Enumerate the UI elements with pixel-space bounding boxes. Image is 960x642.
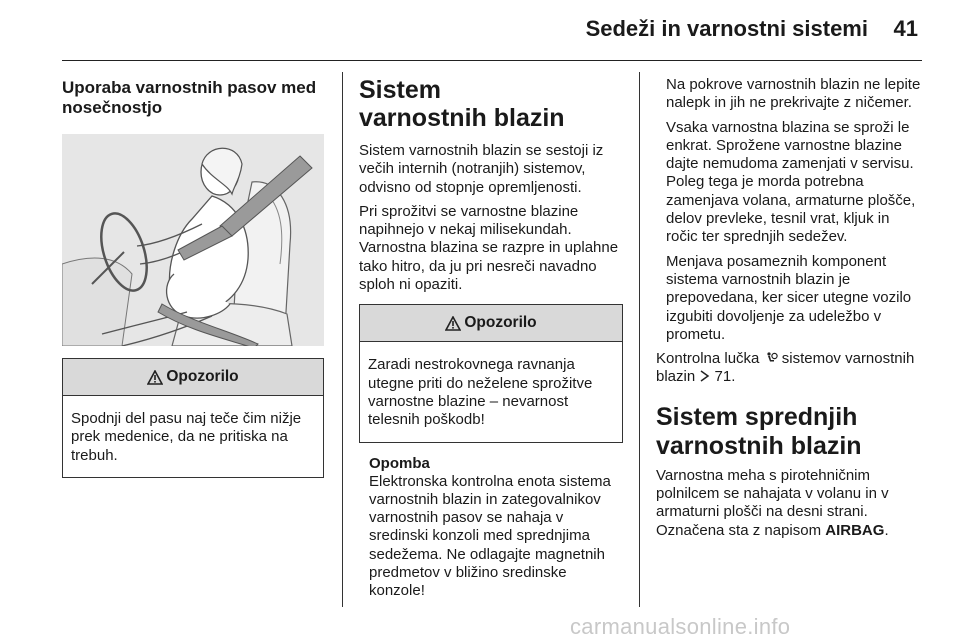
section-heading-front-airbag: Sistem sprednjih varnostnih blazin [656,402,862,460]
warning-box-pregnancy [62,358,324,478]
note-text: Elektronska kontrolna enota sistema varnostnih blazin in zategovalnikov varnostnih pasov se nahaja v sredinski konzoli med sprednjima sedežema. Ne odlagajte magnetnih predmetov v bližino sredinske konzole! [369,472,611,600]
header-rule [62,60,922,61]
section-heading-pregnancy: Uporaba varnostnih pasov med nosečnostjo [62,78,317,117]
paragraph: Pri sprožitvi se varnostne blazine napihnejo v nekaj milisekundah. Varnostna blazina se razpre in uplahne tako hitro, da ju pri nesreči navadno sploh ni opaziti. [359,202,619,294]
page-header [0,0,960,58]
warning-header [63,359,323,396]
warning-title: Opozorilo [166,368,239,385]
pregnant-woman-seatbelt-illustration [62,134,324,346]
airbag-warning-icon [764,351,778,365]
warning-continuation [656,76,922,344]
page-reference-arrow-icon [699,370,710,382]
page-reference[interactable]: 71. [714,368,736,386]
column-divider-1 [342,72,343,607]
watermark: carmanualsonline.info [570,614,791,639]
left-column [62,78,324,478]
front-airbag-text: Varnostna meha s pirotehničnim polnilcem se nahajata v volanu in v armaturni plošči na desni strani. Označena sta z napisom [656,466,889,539]
warning-text: Zaradi nestrokovnega ravnanja utegne priti do neželene sprožitve varnostne blazine – nevarnost telesnih poškodb! [368,356,593,429]
paragraph: Vsaka varnostna blazina se sproži le enkrat. Sprožene varnostne blazine dajte nemudoma zamenjati v servisu. Poleg tega je morda potrebna zamenjava volana, armaturne plošče, delov prevleke, tesnil vrat, kljuk in ročic ter sprednjih sedežev. [666,118,916,246]
paragraph: Na pokrove varnostnih blazin ne lepite nalepk in jih ne prekrivajte z ničemer. [666,76,921,112]
paragraph: Menjava posameznih komponent sistema varnostnih blazin je prepovedana, ker sicer utegne vozilo izgubiti dovoljenje za udeležbo v prometu. [666,252,912,343]
warning-triangle-icon [147,370,163,385]
paragraph-end: . [884,521,889,539]
note-title: Opomba [369,454,430,472]
warning-text: Spodnji del pasu naj teče čim nižje prek medenice, da ne pritiska na trebuh. [71,410,302,464]
illustration-drawing [62,134,324,346]
note-box [359,455,623,601]
control-light-paragraph [656,350,922,387]
warning-box-airbag [359,304,623,442]
page-number: 41 [893,16,918,41]
paragraph: Sistem varnostnih blazin se sestoji iz večih internih (notranjih) sistemov, odvisno od stopnje opremljenosti. [359,142,604,196]
middle-column [359,76,623,601]
warning-triangle-icon [445,316,461,331]
control-light-text: Kontrolna lučka [656,350,760,368]
control-light-text: sistemov varnostnih blazin [656,350,915,386]
airbag-label: AIRBAG [825,521,885,539]
column-divider-2 [639,72,640,607]
right-column [656,76,922,546]
chapter-title: Sedeži in varnostni sistemi [585,16,868,41]
warning-title: Opozorilo [464,314,537,332]
warning-header [360,305,622,342]
section-heading-airbag-system: Sistem varnostnih blazin [359,76,565,132]
front-airbag-paragraph [656,467,922,540]
